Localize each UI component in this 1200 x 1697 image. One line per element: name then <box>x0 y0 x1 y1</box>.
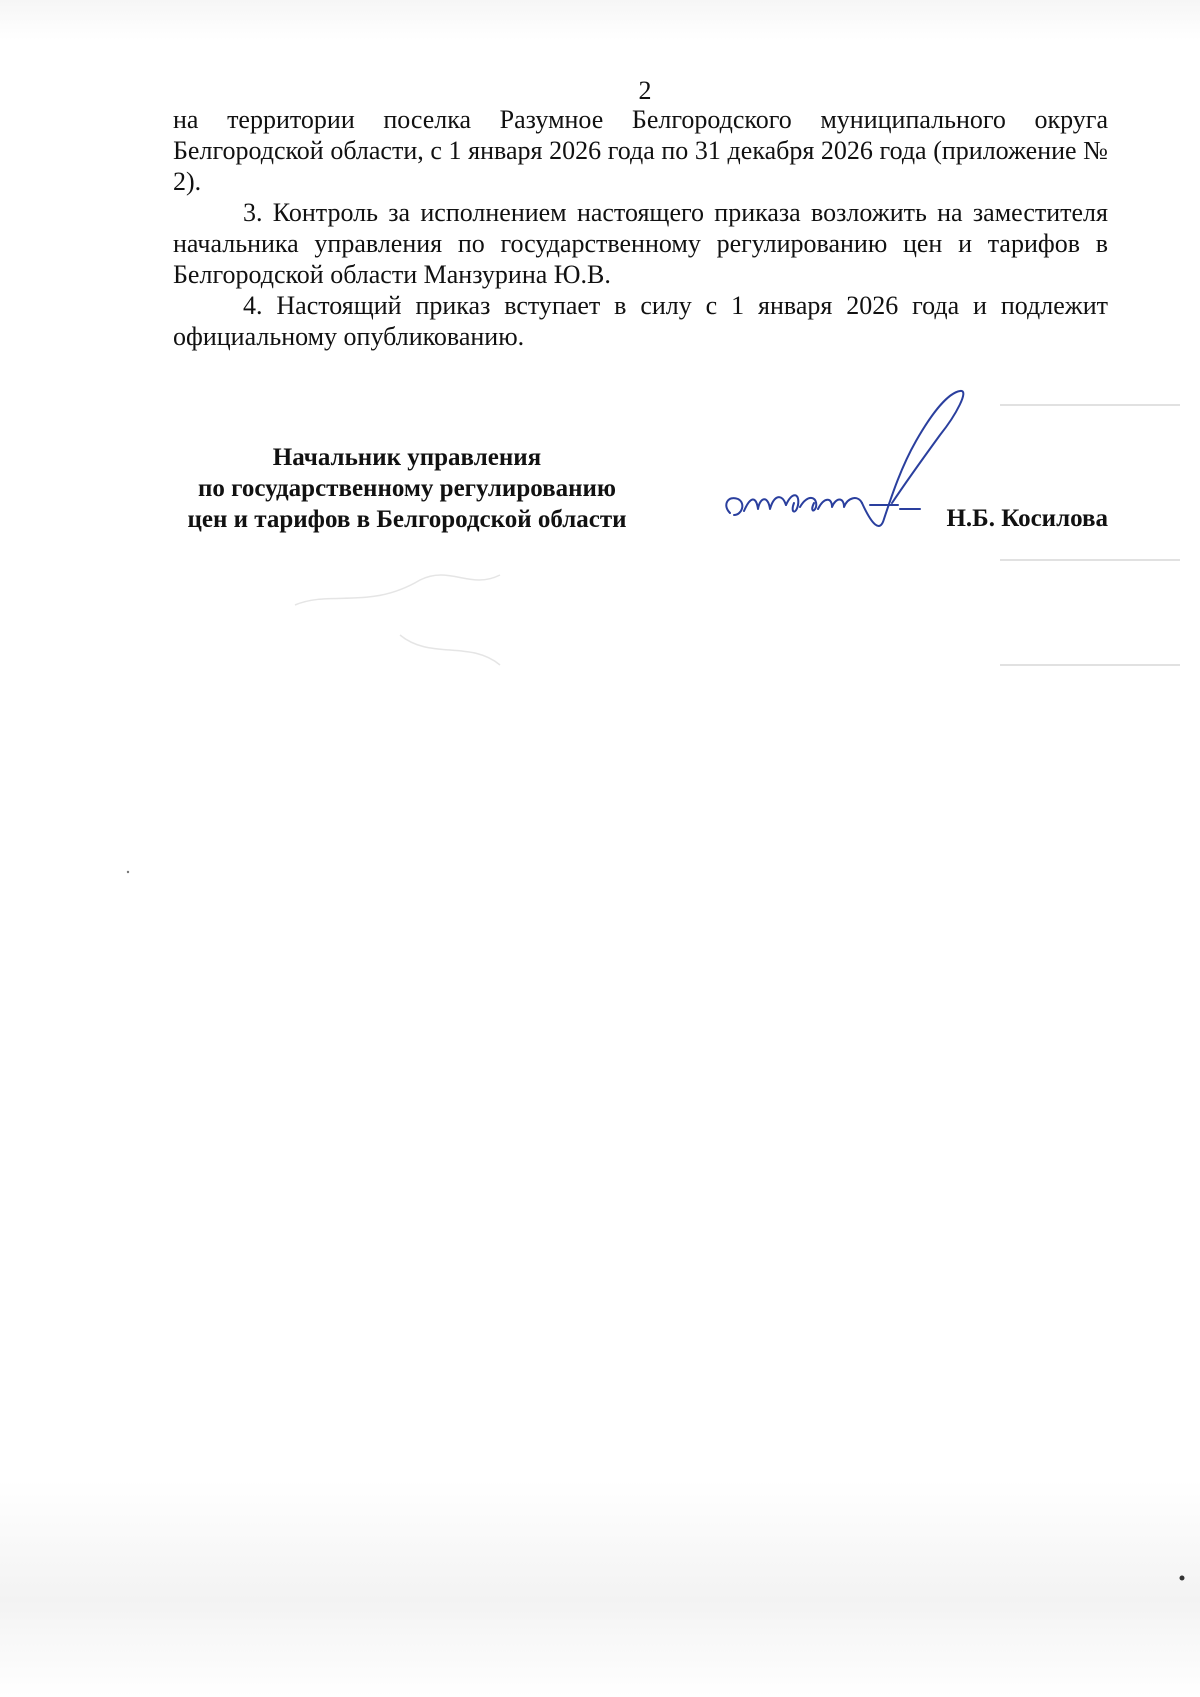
signatory-position <box>172 442 642 535</box>
page-number: 2 <box>638 76 652 105</box>
signatory-position-line-1: Начальник управления <box>272 444 542 471</box>
signatory-position-line-3: цен и тарифов в Белгородской области <box>187 506 627 533</box>
paragraph-4: 4. Настоящий приказ вступает в силу с 1 января 2026 года и подлежит официальному опубликованию. <box>173 291 1108 351</box>
paragraph-continuation: на территории поселка Разумное Белгородского муниципального округа Белгородской области, с 1 января 2026 года по 31 декабря 2026 года (приложение № 2). <box>173 105 1108 196</box>
paragraph-3: 3. Контроль за исполнением настоящего приказа возложить на заместителя начальника управления по государственному регулированию цен и тарифов в Белгородской области Манзурина Ю.В. <box>173 198 1108 289</box>
signatory-name: Н.Б. Косилова <box>946 505 1108 532</box>
signatory-position-line-2: по государственному регулированию <box>197 475 617 502</box>
body-text <box>173 104 1108 352</box>
